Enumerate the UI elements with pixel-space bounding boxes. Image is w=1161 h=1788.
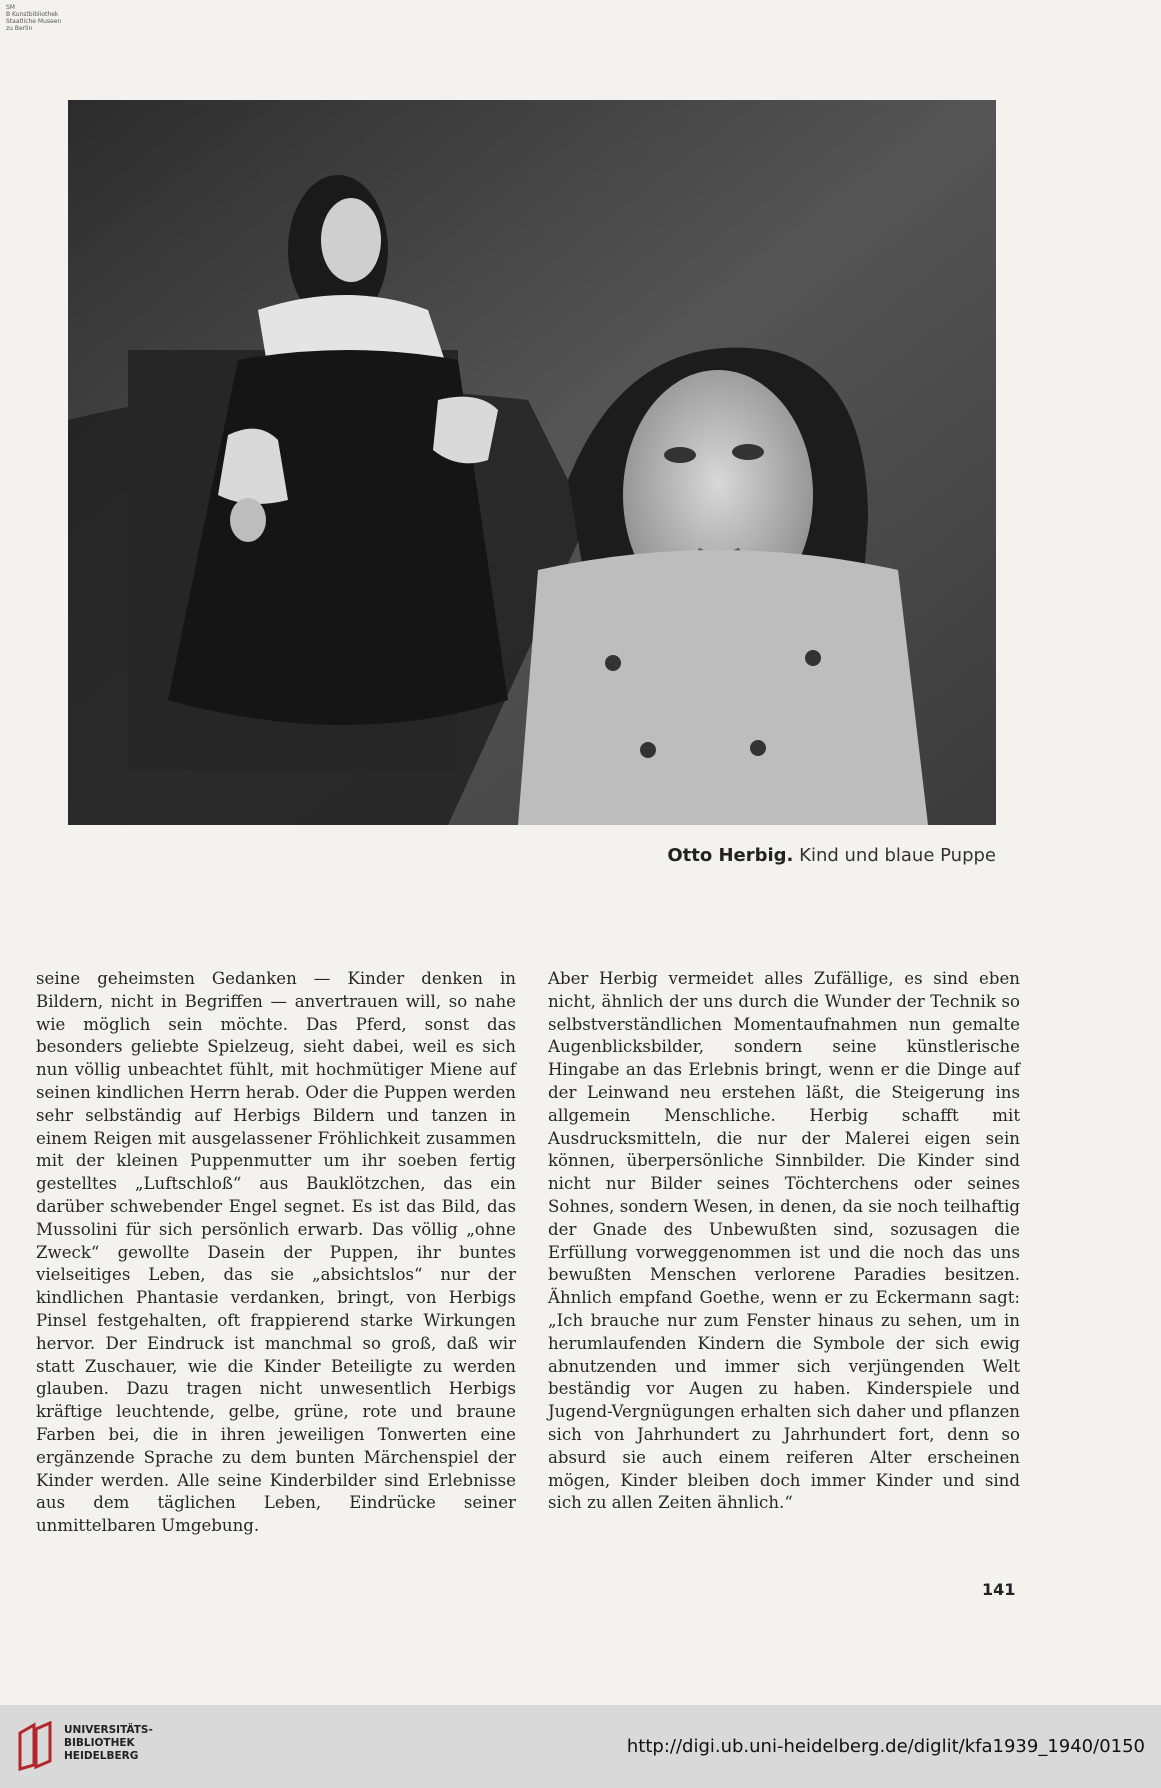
footer-bar — [0, 1705, 1161, 1788]
caption-title: Kind und blaue Puppe — [799, 845, 996, 866]
permalink-url[interactable]: http://digi.ub.uni-heidelberg.de/diglit/kfa1939_1940/0150 — [626, 1736, 1145, 1757]
library-name — [64, 1724, 153, 1763]
library-name-line: UNIVERSITÄTS- — [64, 1724, 153, 1736]
stamp-line: zu Berlin — [6, 25, 33, 32]
text-column-right — [548, 968, 1020, 1515]
text-column-left — [36, 968, 516, 1538]
stamp-line: SM — [6, 4, 15, 11]
library-name-line: HEIDELBERG — [64, 1750, 139, 1762]
library-logo-icon — [16, 1721, 56, 1771]
caption-artist: Otto Herbig. — [667, 845, 794, 866]
painting-illustration — [68, 100, 996, 825]
paragraph: Aber Herbig vermeidet alles Zufällige, es sind eben nicht, ähnlich der uns durch die Wunder der Technik so selbstverständlichen Momentaufnahmen nun gemalte Augenblicksbilder, sondern seine künstlerische Hingabe an das Erlebnis bringt, wenn er die Dinge auf der Leinwand neu erstehen läßt, die Steigerung ins allgemein Menschliche. Herbig schafft mit Ausdrucksmitteln, die nur der Malerei eigen sein können, überpersönliche Sinnbilder. Die Kinder sind nicht nur Bilder seines Töchterchens oder seines Sohnes, sondern Wesen, in denen, da sie noch teilhaftig der Gnade des Unbewußten sind, sozusagen die Erfüllung vorweggenommen ist und die noch das uns bewußten Menschen verlorene Paradies besitzen. Ähnlich empfand Goethe, wenn er zu Eckermann sagt: „Ich brauche nur zum Fenster hinaus zu sehen, um in herumlaufenden Kindern die Symbole der sich ewig abnutzenden und immer sich verjüngenden Welt beständig vor Augen zu haben. Kinderspiele und Jugend-Vergnügungen erhalten sich daher und pflanzen sich von Jahrhundert zu Jahrhundert fort, denn so absurd sie auch einem reiferen Alter erscheinen mögen, Kinder bleiben doch immer Kinder und sind sich zu allen Zeiten ähnlich.“ — [548, 969, 1020, 1513]
stamp-line: Staatliche Museen — [6, 18, 62, 25]
library-name-line: BIBLIOTHEK — [64, 1737, 135, 1749]
figure-caption — [560, 845, 996, 866]
library-stamp — [6, 4, 66, 32]
stamp-line: B Kunstbibliothek — [6, 11, 59, 18]
library-logo[interactable] — [16, 1717, 156, 1777]
page-number: 141 — [982, 1580, 1016, 1599]
paragraph: seine geheimsten Gedanken — Kinder denken in Bildern, nicht in Begriffen — anvertrauen will, so nahe wie möglich sein möchte. Das Pferd, sonst das besonders geliebte Spielzeug, sieht dabei, weil es sich nun völlig unbeachtet fühlt, mit hochmütiger Miene auf seinen kindlichen Herrn herab. Oder die Puppen werden sehr selbständig auf Herbigs Bildern und tanzen in einem Reigen mit ausgelassener Fröhlichkeit zusammen mit der kleinen Puppenmutter um ihr soeben fertig gestelltes „Luftschloß“ aus Bauklötzchen, das ein darüber schwebender Engel segnet. Es ist das Bild, das Mussolini für sich persönlich erwarb. Das völlig „ohne Zweck“ gewollte Dasein der Puppen, ihr buntes vielseitiges Leben, das sie „absichtslos“ nur der kindlichen Phantasie verdanken, bringt, von Herbigs Pinsel festgehalten, oft frappierend starke Wirkungen hervor. Der Eindruck ist manchmal so groß, daß wir statt Zuschauer, wie die Kinder Beteiligte zu werden glauben. Dazu tragen nicht unwesentlich Herbigs kräftige leuchtende, gelbe, grüne, rote und braune Farben bei, die in ihren jeweiligen Tonwerten eine ergänzende Sprache zu dem bunten Märchenspiel der Kinder werden. Alle seine Kinderbilder sind Erlebnisse aus dem täglichen Leben, Eindrücke seiner unmittelbaren Umgebung. — [36, 969, 516, 1536]
painting-image — [68, 100, 996, 825]
